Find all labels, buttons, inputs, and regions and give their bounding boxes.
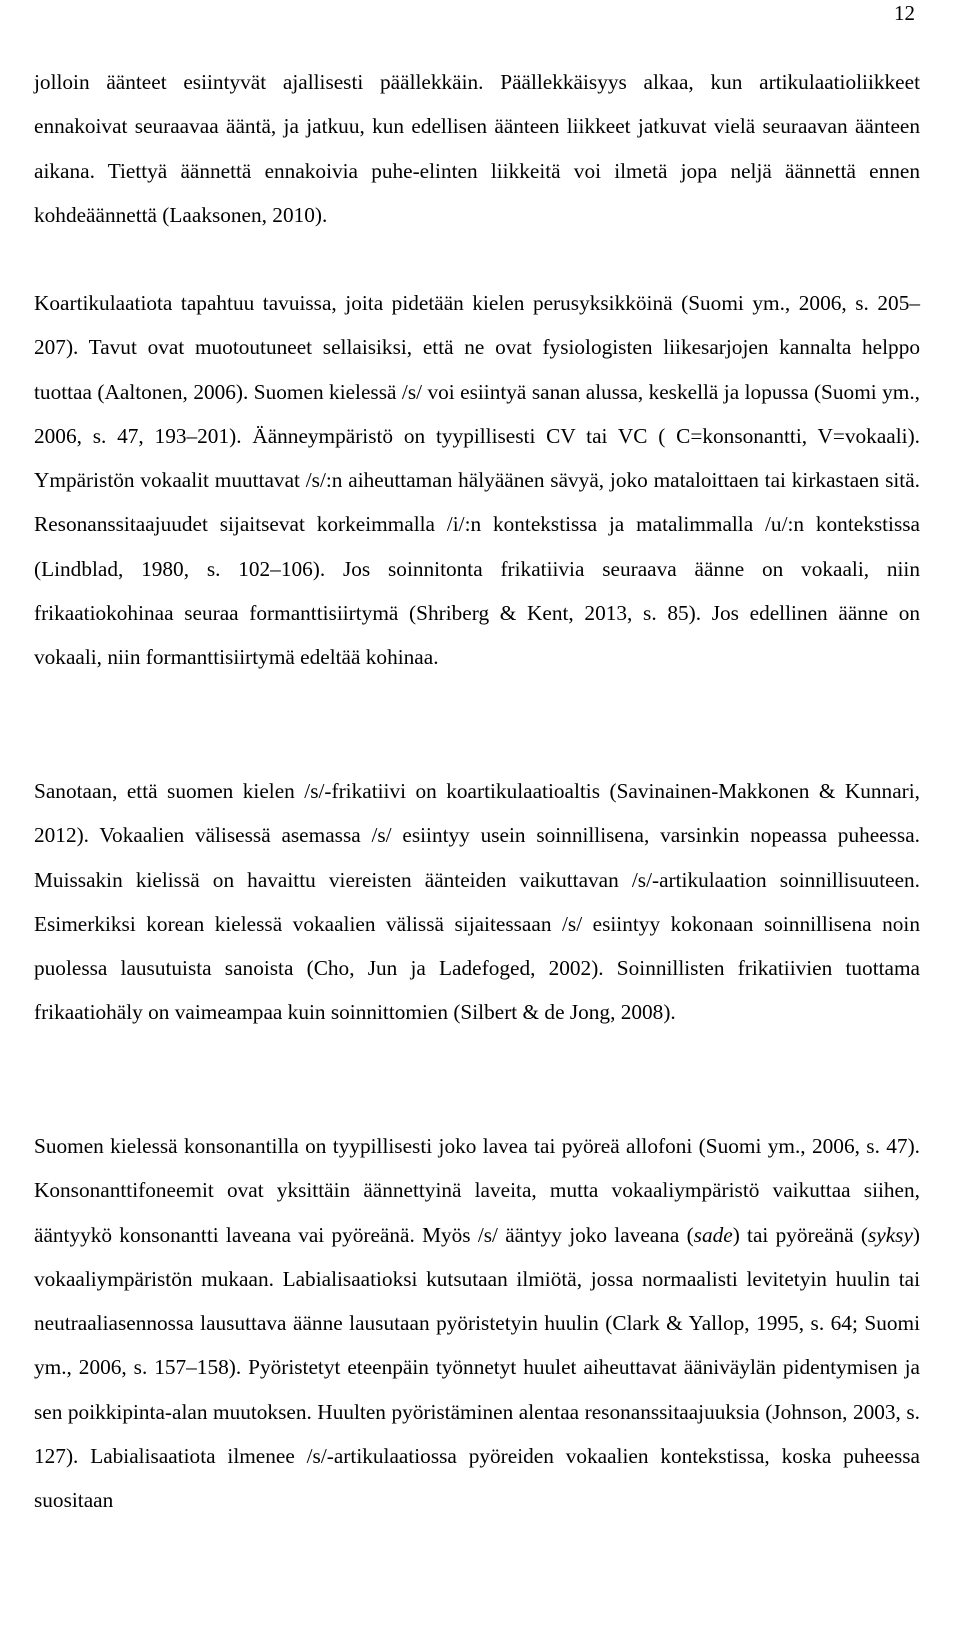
example-word-syksy: syksy bbox=[867, 1222, 913, 1247]
page-number: 12 bbox=[894, 1, 915, 25]
paragraph-3: Sanotaan, että suomen kielen /s/-frikatiivi on koartikulaatioaltis (Savinainen-Makkonen & Kunnari, 2012). Vokaalien välisessä asemassa /s/ esiintyy usein soinnillisena, varsinkin nopeassa puheessa. Muissakin kielissä on havaittu viereisten äänteiden vaikuttavan /s/-artikulaation soinnillisuuteen. Esimerkiksi korean kielessä vokaalien välissä sijaitessaan /s/ esiintyy kokonaan soinnillisena noin puolessa lausutuista sanoista (Cho, Jun ja Ladefoged, 2002). Soinnillisten frikatiivien tuottama frikaatiohäly on vaimeampaa kuin soinnittomien (Silbert & de Jong, 2008). bbox=[34, 779, 920, 1025]
paragraph-2: Koartikulaatiota tapahtuu tavuissa, joita pidetään kielen perusyksikköinä (Suomi ym., 2006, s. 205–207). Tavut ovat muotoutuneet sellaisiksi, että ne ovat fysiologisten liikesarjojen kannalta helppo tuottaa (Aaltonen, 2006). Suomen kielessä /s/ voi esiintyä sanan alussa, keskellä ja lopussa (Suomi ym., 2006, s. 47, 193–201). Äänneympäristö on tyypillisesti CV tai VC ( C=konsonantti, V=vokaali). Ympäristön vokaalit muuttavat /s/:n aiheuttaman hälyäänen sävyä, joko mataloittaen tai kirkastaen sitä. Resonanssitaajuudet sijaitsevat korkeimmalla /i/:n kontekstissa ja matalimmalla /u/:n kontekstissa (Lindblad, 1980, s. 102–106). Jos soinnitonta frikatiivia seuraava äänne on vokaali, niin frikaatiokohinaa seuraa formanttisiirtymä (Shriberg & Kent, 2013, s. 85). Jos edellinen äänne on vokaali, niin formanttisiirtymä edeltää kohinaa. bbox=[34, 291, 920, 670]
paragraph-4-text-part: ) vokaaliympäristön mukaan. Labialisaatioksi kutsutaan ilmiötä, jossa normaalisti levitetyin huulin tai neutraaliasennossa lausuttava äänne lausutaan pyöristetyin huulin (Clark & Yallop, 1995, s. 64; Suomi ym., 2006, s. 157–158). Pyöristetyt eteenpäin työnnetyt huulet aiheuttavat ääniväylän pidentymisen ja sen poikkipinta-alan muutoksen. Huulten pyöristäminen alentaa resonanssitaajuuksia (Johnson, 2003, s. 127). Labialisaatiota ilmenee /s/-artikulaatiossa pyöreiden vokaalien kontekstissa, koska puheessa suositaan bbox=[34, 1222, 920, 1513]
paragraph-4-text-part: Suomen kielessä konsonantilla on tyypillisesti joko lavea tai pyöreä allofoni (Suomi ym., 2006, s. 47). Konsonanttifoneemit ovat yksittäin äännettyinä laveita, mutta vokaaliympäristö vaikuttaa siihen, ääntyykö konsonantti laveana vai pyöreänä. Myös /s/ ääntyy joko laveana ( bbox=[34, 1134, 920, 1247]
paragraph-4 bbox=[34, 1124, 920, 1523]
paragraph-1: jolloin äänteet esiintyvät ajallisesti päällekkäin. Päällekkäisyys alkaa, kun artikulaatioliikkeet ennakoivat seuraavaa ääntä, ja jatkuu, kun edellisen äänteen liikkeet jatkuvat vielä seuraavan äänteen aikana. Tiettyä äännettä ennakoivia puhe-elinten liikkeitä voi ilmetä jopa neljä äännettä ennen kohdeäännettä (Laaksonen, 2010). bbox=[34, 70, 920, 227]
paragraph-4-text-part: ) tai pyöreänä ( bbox=[732, 1222, 868, 1247]
example-word-sade: sade bbox=[693, 1222, 733, 1247]
